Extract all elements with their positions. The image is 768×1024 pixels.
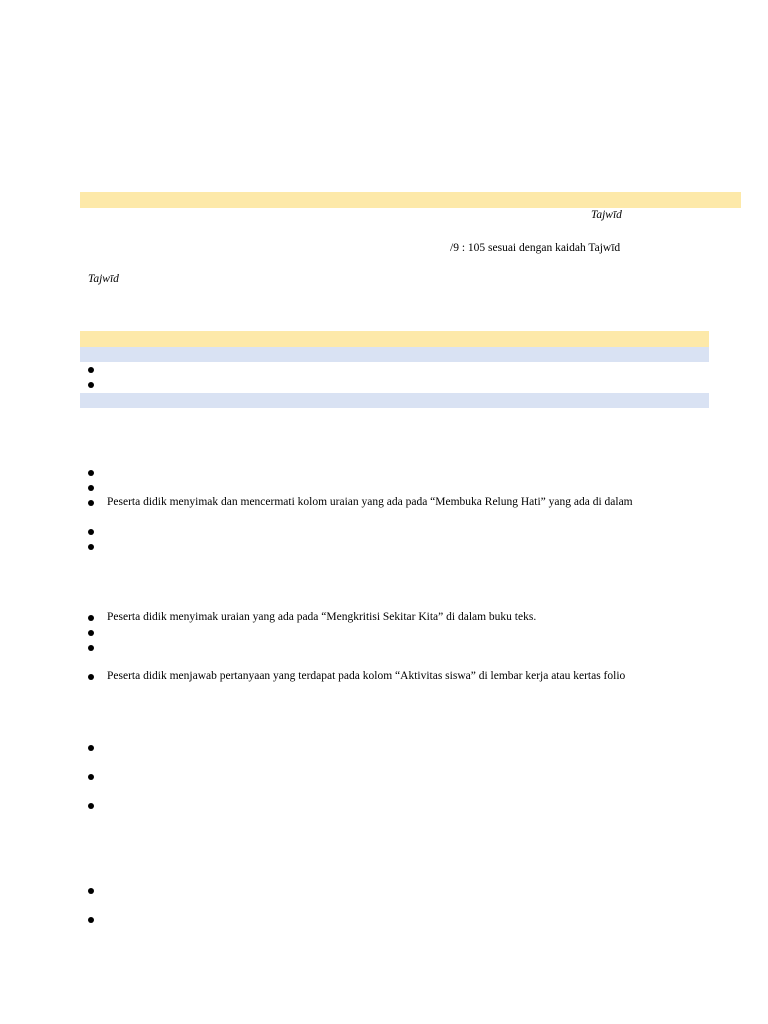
list-bullet xyxy=(88,544,94,550)
list-bullet xyxy=(88,774,94,780)
list-bullet xyxy=(88,485,94,491)
subsection-heading-band xyxy=(80,347,709,362)
list-bullet xyxy=(88,470,94,476)
list-item-text: Peserta didik menyimak dan mencermati kolom uraian yang ada pada “Membuka Relung Hati” yang ada di dalam xyxy=(107,496,633,508)
list-bullet xyxy=(88,529,94,535)
list-bullet xyxy=(88,382,94,388)
list-bullet xyxy=(88,745,94,751)
list-bullet xyxy=(88,674,94,680)
list-item-text: Peserta didik menyimak uraian yang ada pada “Mengkritisi Sekitar Kita” di dalam buku teks. xyxy=(107,611,537,623)
list-item-text: Peserta didik menjawab pertanyaan yang terdapat pada kolom “Aktivitas siswa” di lembar kerja atau kertas folio xyxy=(107,670,626,682)
list-bullet xyxy=(88,615,94,621)
surah-reference-text: /9 : 105 sesuai dengan kaidah Tajwīd xyxy=(450,242,621,254)
list-bullet xyxy=(88,888,94,894)
subsection-heading-band xyxy=(80,393,709,408)
list-bullet xyxy=(88,803,94,809)
tajwid-term: Tajwīd xyxy=(591,209,622,221)
section-heading-band xyxy=(80,192,741,208)
section-heading-band xyxy=(80,331,709,347)
list-bullet xyxy=(88,367,94,373)
list-bullet xyxy=(88,500,94,506)
list-bullet xyxy=(88,630,94,636)
list-bullet xyxy=(88,917,94,923)
list-bullet xyxy=(88,645,94,651)
tajwid-term: Tajwīd xyxy=(88,273,119,285)
